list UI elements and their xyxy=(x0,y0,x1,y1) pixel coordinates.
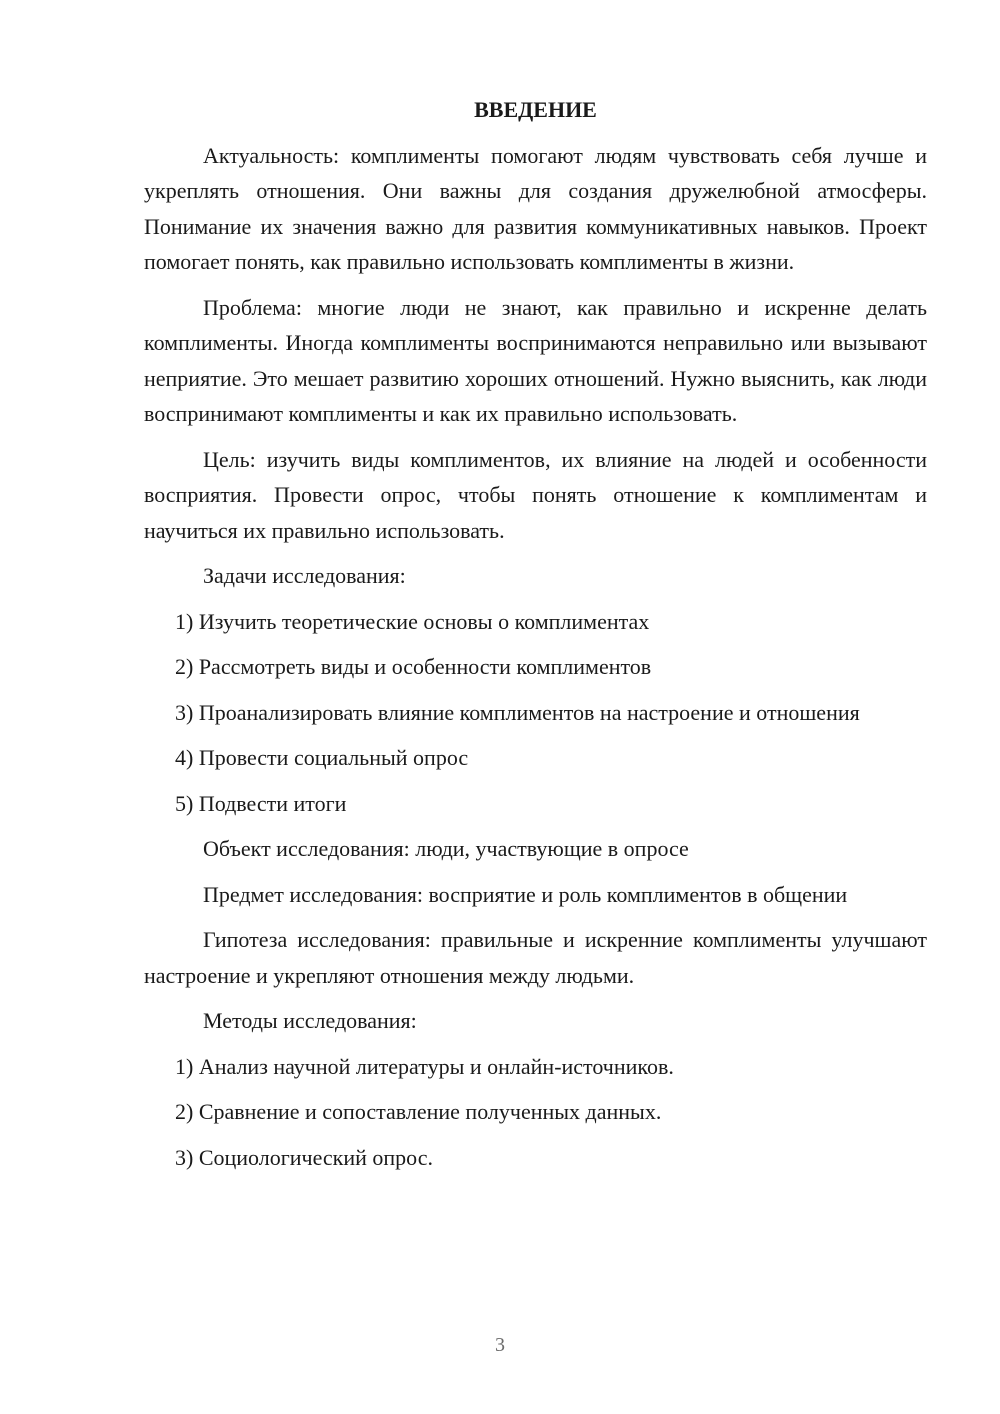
paragraph-relevance: Актуальность: комплименты помогают людям чувствовать себя лучше и укреплять отношения. Они важны для создания дружелюбной атмосферы. Понимание их значения важно для развития коммуникативных навыков. Проект помогает понять, как правильно использовать комплименты в жизни. xyxy=(144,142,927,274)
method-item: 1) Анализ научной литературы и онлайн-источников. xyxy=(175,1053,674,1079)
task-item: 3) Проанализировать влияние комплиментов на настроение и отношения xyxy=(175,699,860,725)
task-item: 1) Изучить теоретические основы о комплиментах xyxy=(175,608,650,634)
task-item: 5) Подвести итоги xyxy=(175,790,347,816)
paragraph-object: Объект исследования: люди, участвующие в опросе xyxy=(203,836,689,861)
method-item: 3) Социологический опрос. xyxy=(175,1144,433,1170)
task-item: 4) Провести социальный опрос xyxy=(175,745,469,770)
page-title: ВВЕДЕНИЕ xyxy=(474,97,597,122)
paragraph-methods-heading: Методы исследования: xyxy=(203,1008,417,1033)
paragraph-tasks-heading: Задачи исследования: xyxy=(203,563,406,588)
page-number: 3 xyxy=(495,1334,505,1356)
paragraph-subject: Предмет исследования: восприятие и роль комплиментов в общении xyxy=(203,881,848,907)
method-item: 2) Сравнение и сопоставление полученных данных. xyxy=(175,1099,662,1124)
task-item: 2) Рассмотреть виды и особенности комплиментов xyxy=(175,654,652,679)
paragraph-problem: Проблема: многие люди не знают, как правильно и искренне делать комплименты. Иногда комплименты воспринимаются неправильно или вызывают неприятие. Это мешает развитию хороших отношений. Нужно выяснить, как люди воспринимают комплименты и как их правильно использовать. xyxy=(144,294,927,426)
document-page xyxy=(144,92,927,1185)
paragraph-goal: Цель: изучить виды комплиментов, их влияние на людей и особенности восприятия. Провести опрос, чтобы понять отношение к комплиментам и научиться их правильно использовать. xyxy=(144,446,927,543)
paragraph-hypothesis: Гипотеза исследования: правильные и искренние комплименты улучшают настроение и укрепляют отношения между людьми. xyxy=(144,927,927,988)
